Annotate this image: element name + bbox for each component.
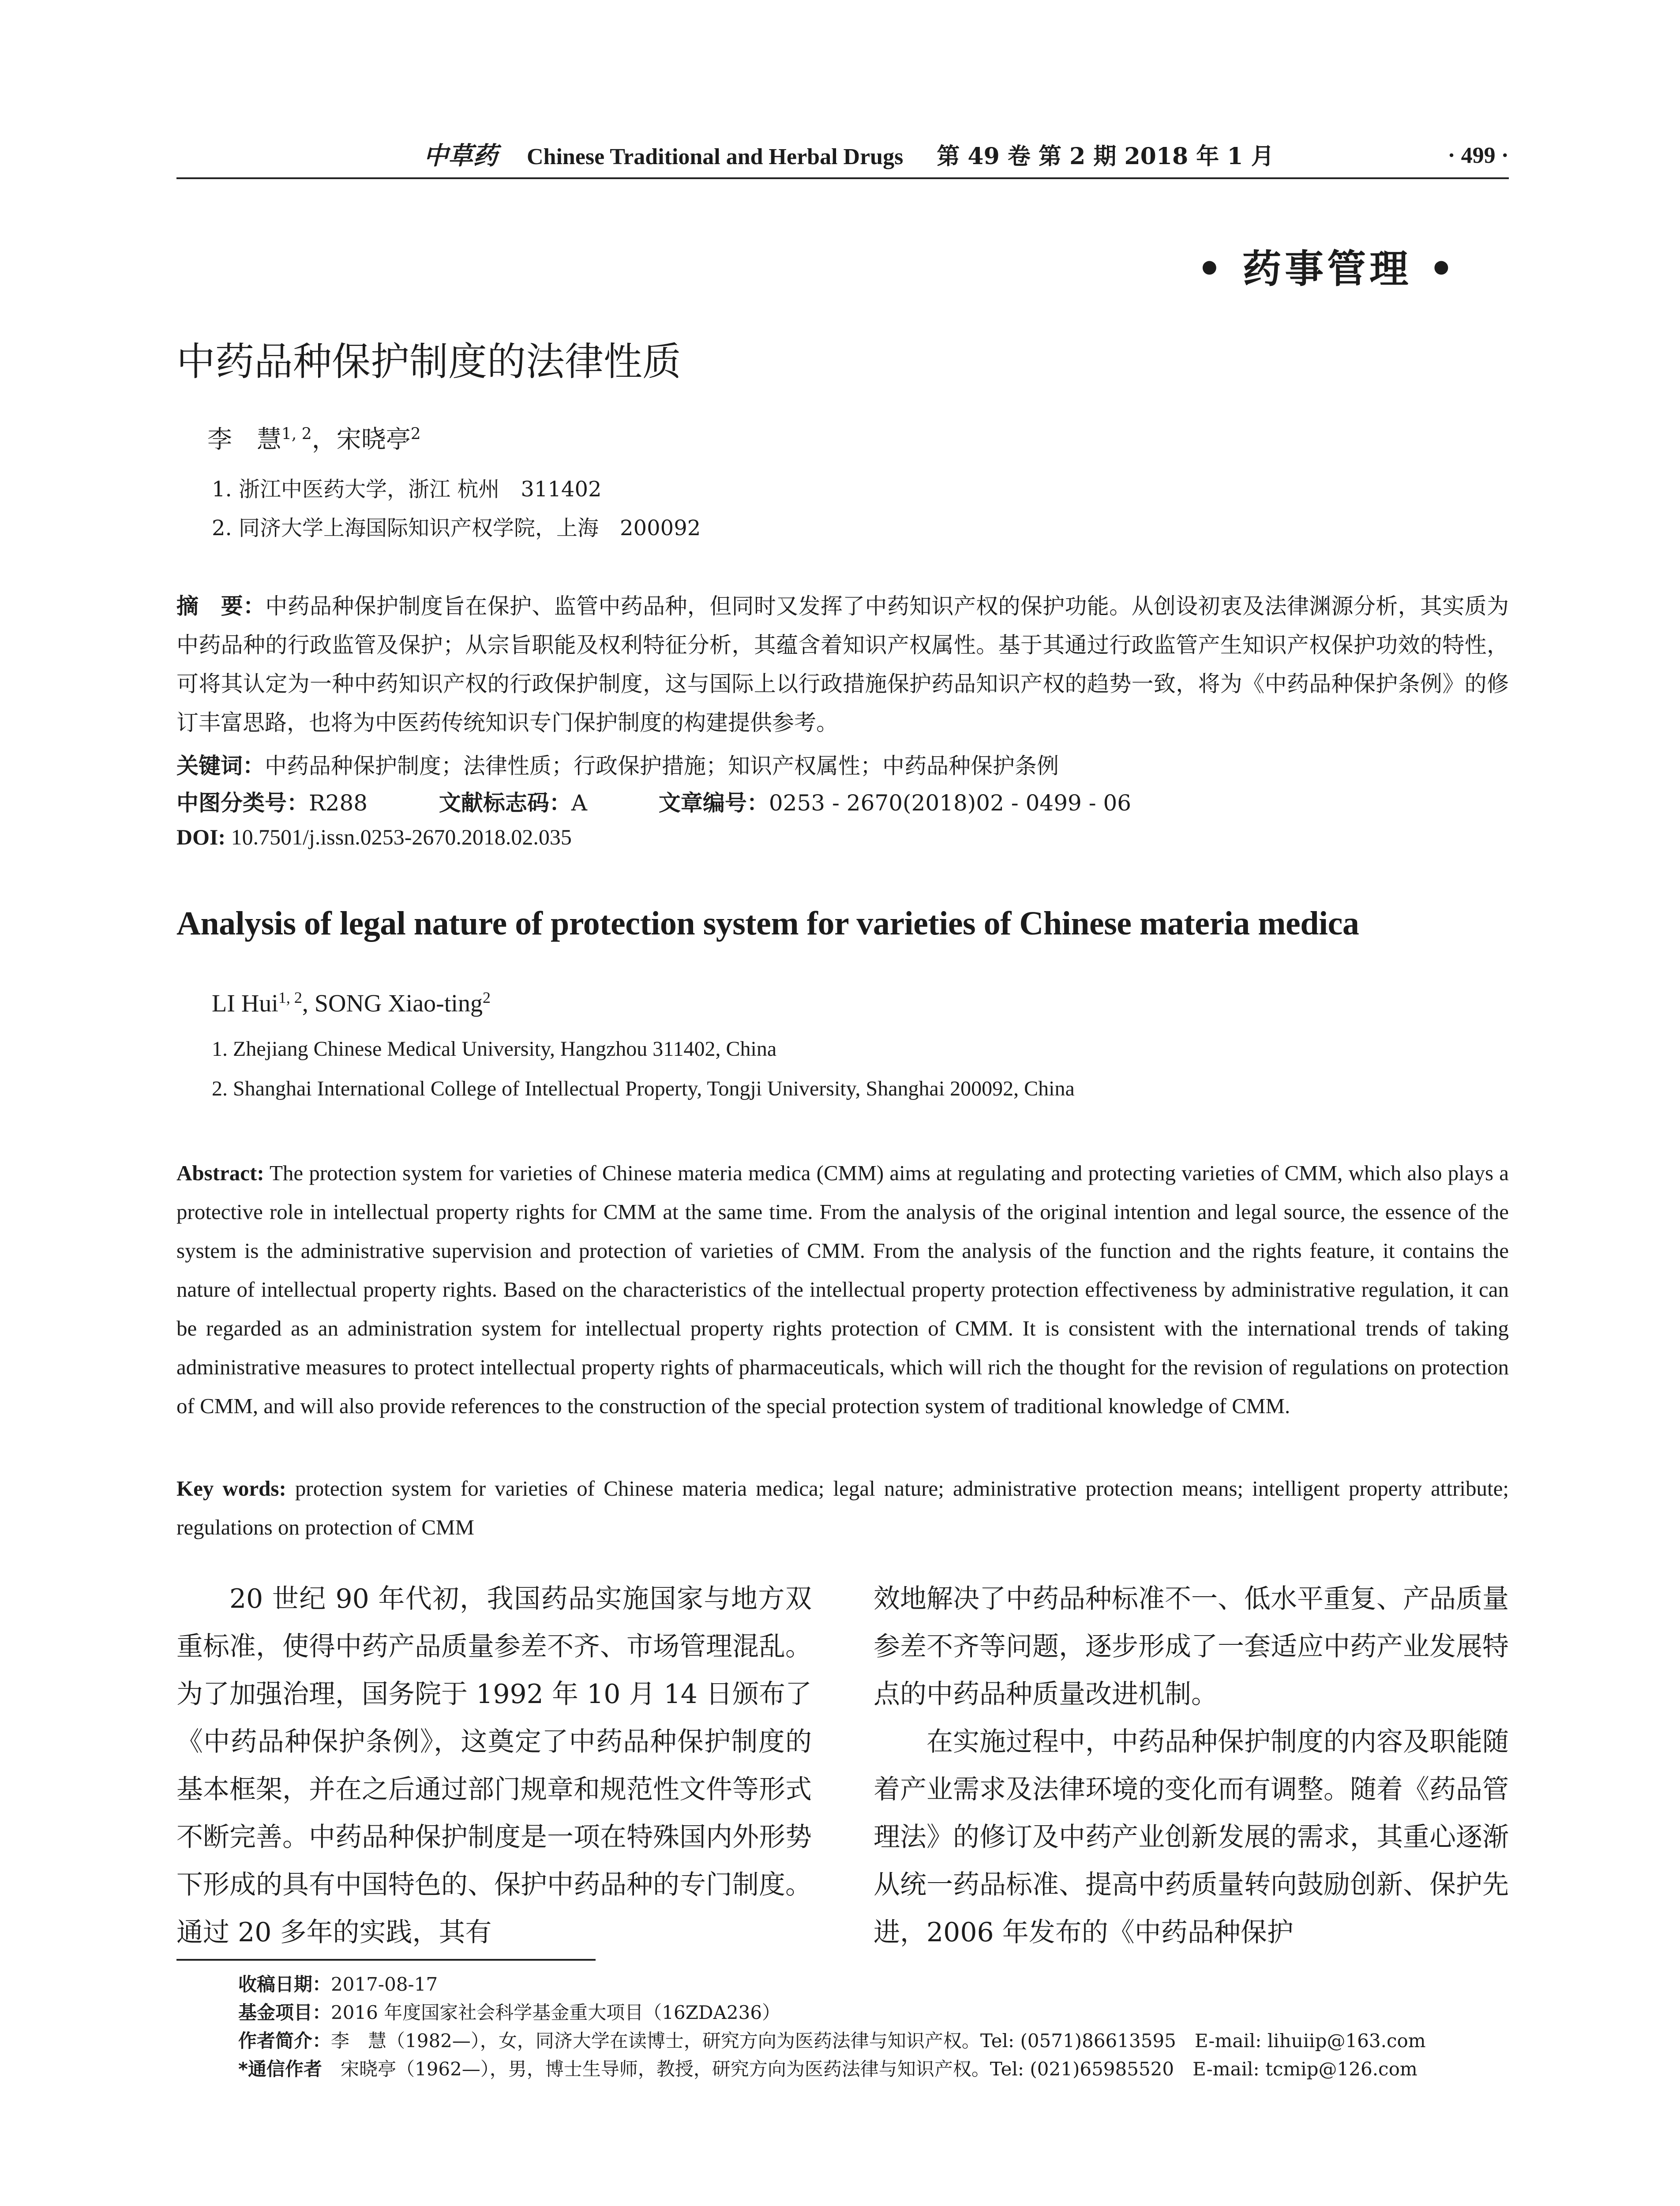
corr-label: *通信作者	[238, 2058, 322, 2080]
footnote-fund	[238, 2000, 780, 2026]
author-1-affil: 1, 2	[281, 425, 312, 443]
abstract-cn	[176, 587, 1509, 742]
classification-row	[176, 785, 1131, 817]
author-2-affil: 2	[410, 425, 421, 443]
abstract-en-label: Abstract:	[176, 1161, 264, 1185]
doi-row	[176, 824, 572, 850]
header-rule	[176, 177, 1509, 179]
author-en-separator: ,	[302, 990, 315, 1017]
bio-label: 作者简介：	[238, 2030, 331, 2052]
clc-value: R288	[309, 790, 368, 816]
affiliation-cn-2: 2. 同济大学上海国际知识产权学院，上海 200092	[212, 516, 701, 540]
authors-cn	[207, 420, 421, 455]
section-label: • 药事管理 •	[1197, 246, 1457, 292]
footnote-corresponding	[238, 2056, 1418, 2082]
bio-value: 李 慧（1982—），女，同济大学在读博士，研究方向为医药法律与知识产权。Tel: (0571)86613595 E-mail: lihuiip@163.com	[331, 2030, 1426, 2052]
body-column-left	[176, 1575, 812, 1956]
keywords-en-text: protection system for varieties of Chinese materia medica; legal nature; administrative protection means; intelligent property attribute; regulations on protection of CMM	[176, 1476, 1509, 1539]
affiliation-en-1: 1. Zhejiang Chinese Medical University, Hangzhou 311402, China	[212, 1037, 777, 1061]
corr-value: 宋晓亭（1962—），男，博士生导师，教授，研究方向为医药法律与知识产权。Tel: (021)65985520 E-mail: tcmip@126.com	[340, 2058, 1418, 2080]
issue-info: 第 49 卷 第 2 期 2018 年 1 月	[937, 143, 1274, 170]
article-title-cn: 中药品种保护制度的法律性质	[176, 339, 682, 384]
author-2-name: 宋晓亭	[336, 425, 411, 454]
article-title-en: Analysis of legal nature of protection system for varieties of Chinese materia medica	[176, 905, 1359, 942]
doi-value: 10.7501/j.issn.0253-2670.2018.02.035	[231, 825, 572, 849]
author-en-2-name: SONG Xiao-ting	[314, 990, 483, 1017]
keywords-cn	[176, 747, 1509, 785]
footnote-author-bio	[238, 2028, 1426, 2054]
doc-code-label: 文献标志码：	[439, 790, 571, 816]
author-1-name: 李 慧	[207, 425, 281, 454]
article-no-value: 0253 - 2670(2018)02 - 0499 - 06	[769, 790, 1132, 816]
abstract-en-text: The protection system for varieties of Chinese materia medica (CMM) aims at regulating and protecting varieties of CMM, which also plays a protective role in intellectual property rights for CMM at the same time. From the analysis of the original intention and legal source, the essence of the system is the administrative supervision and protection of varieties of CMM. From the analysis of the function and the rights feature, it contains the nature of intellectual property rights. Based on the characteristics of the intellectual property protection effectiveness by administrative regulation, it can be regarded as an administration system for intellectual property rights protection of CMM. It is consistent with the international trends of taking administrative measures to protect intellectual property rights of pharmaceuticals, which will rich the thought for the revision of regulations on protection of CMM, and will also provide references to the construction of the special protection system of traditional knowledge of CMM.	[176, 1161, 1509, 1418]
author-en-1-name: LI Hui	[212, 990, 278, 1017]
author-en-2-affil: 2	[482, 989, 491, 1006]
doc-code-value: A	[571, 790, 588, 816]
author-separator: ，	[311, 425, 337, 454]
authors-en	[212, 988, 491, 1018]
journal-logo: 中草药	[424, 141, 498, 170]
running-header	[424, 140, 1274, 173]
body-paragraph: 效地解决了中药品种标准不一、低水平重复、产品质量参差不齐等问题，逐步形成了一套适应中药产业发展特点的中药品种质量改进机制。	[874, 1583, 1509, 1710]
footnote-received	[238, 1971, 438, 1998]
received-value: 2017-08-17	[331, 1973, 438, 1995]
abstract-en	[176, 1154, 1509, 1426]
fund-label: 基金项目：	[238, 2002, 331, 2023]
clc-label: 中图分类号：	[176, 790, 309, 816]
body-column-right	[874, 1575, 1509, 1956]
author-en-1-affil: 1, 2	[278, 989, 302, 1006]
keywords-cn-label: 关键词：	[176, 753, 265, 779]
keywords-cn-text: 中药品种保护制度；法律性质；行政保护措施；知识产权属性；中药品种保护条例	[265, 753, 1059, 779]
body-paragraph: 在实施过程中，中药品种保护制度的内容及职能随着产业需求及法律环境的变化而有调整。随着《药品管理法》的修订及中药产业创新发展的需求，其重心逐渐从统一药品标准、提高中药质量转向鼓励创新、保护先进，2006 年发布的《中药品种保护	[874, 1726, 1509, 1948]
article-no-label: 文章编号：	[658, 790, 769, 816]
journal-name: Chinese Traditional and Herbal Drugs	[527, 144, 904, 169]
received-label: 收稿日期：	[238, 1973, 331, 1995]
abstract-cn-text: 中药品种保护制度旨在保护、监管中药品种，但同时又发挥了中药知识产权的保护功能。从创设初衷及法律渊源分析，其实质为中药品种的行政监管及保护；从宗旨职能及权利特征分析，其蕴含着知识产权属性。基于其通过行政监管产生知识产权保护功效的特性，可将其认定为一种中药知识产权的行政保护制度，这与国际上以行政措施保护药品知识产权的趋势一致，将为《中药品种保护条例》的修订丰富思路，也将为中医药传统知识专门保护制度的构建提供参考。	[176, 593, 1509, 735]
keywords-en-label: Key words:	[176, 1476, 286, 1501]
page-number: · 499 ·	[1448, 143, 1509, 168]
affiliation-en-2: 2. Shanghai International College of Intellectual Property, Tongji University, Shanghai 200092, China	[212, 1077, 1075, 1100]
footnote-rule	[176, 1959, 596, 1961]
body-paragraph: 20 世纪 90 年代初，我国药品实施国家与地方双重标准，使得中药产品质量参差不齐、市场管理混乱。为了加强治理，国务院于 1992 年 10 月 14 日颁布了《中药品种保护条例》，这奠定了中药品种保护制度的基本框架，并在之后通过部门规章和规范性文件等形式不断完善。中药品种保护制度是一项在特殊国内外形势下形成的具有中国特色的、保护中药品种的专门制度。通过 20 多年的实践，其有	[176, 1583, 812, 1948]
fund-value: 2016 年度国家社会科学基金重大项目（16ZDA236）	[331, 2002, 781, 2023]
doi-label: DOI:	[176, 825, 226, 849]
keywords-en	[176, 1469, 1509, 1547]
abstract-cn-label: 摘 要：	[176, 593, 266, 619]
affiliation-cn-1: 1. 浙江中医药大学，浙江 杭州 311402	[212, 477, 602, 502]
